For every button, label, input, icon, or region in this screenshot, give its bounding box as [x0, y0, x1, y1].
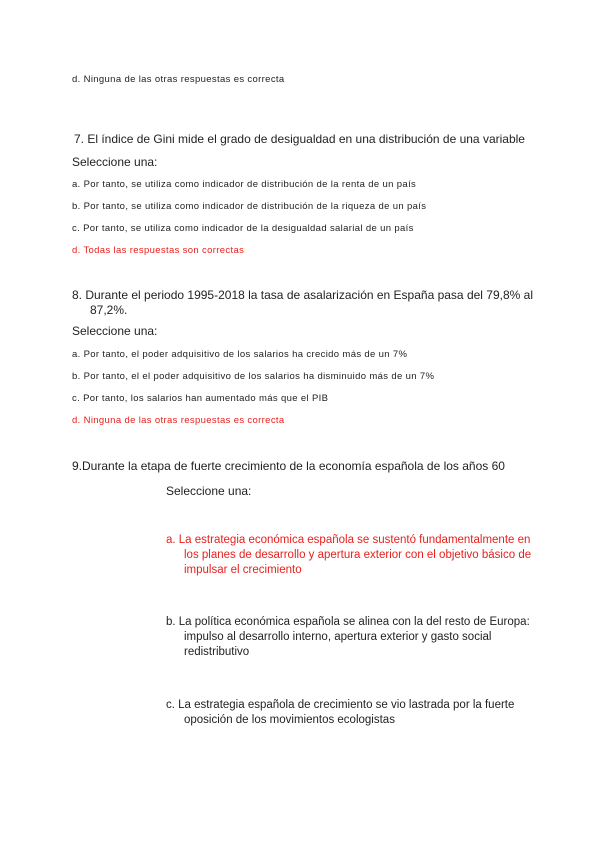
question-7-option-a: a. Por tanto, se utiliza como indicador de distribución de la renta de un país	[72, 179, 417, 190]
question-9-option-a-line2: los planes de desarrollo y apertura exterior con el objetivo básico de	[184, 549, 532, 561]
question-9-option-a-line3: impulsar el crecimiento	[184, 564, 302, 576]
question-9-option-b-line1: b. La política económica española se alinea con la del resto de Europa:	[166, 616, 530, 628]
question-9-option-c-line2: oposición de los movimientos ecologistas	[184, 714, 395, 726]
question-9-option-c-line1: c. La estrategia española de crecimiento se vio lastrada por la fuerte	[166, 699, 515, 711]
question-7-select-label: Seleccione una:	[72, 155, 158, 169]
question-8-option-b: b. Por tanto, el el poder adquisitivo de los salarios ha disminuido más de un 7%	[72, 371, 435, 382]
question-8-option-c: c. Por tanto, los salarios han aumentado más que el PIB	[72, 393, 329, 404]
question-9-option-c	[166, 698, 546, 728]
question-8-option-a: a. Por tanto, el poder adquisitivo de los salarios ha crecido más de un 7%	[72, 349, 408, 360]
question-9-option-b	[166, 615, 546, 660]
question-7-prompt: 7. El índice de Gini mide el grado de desigualdad en una distribución de una variable	[74, 132, 525, 146]
question-9-option-b-line3: redistributivo	[184, 646, 250, 658]
question-7-option-b: b. Por tanto, se utiliza como indicador de distribución de la riqueza de un país	[72, 201, 427, 212]
question-7-option-d-correct: d. Todas las respuestas son correctas	[72, 245, 245, 256]
question-8-prompt-line1: 8. Durante el periodo 1995-2018 la tasa de asalarización en España pasa del 79,8% al	[72, 288, 533, 302]
question-8-option-d-correct: d. Ninguna de las otras respuestas es correcta	[72, 415, 285, 426]
question-9-option-b-line2: impulso al desarrollo interno, apertura exterior y gasto social	[184, 631, 492, 643]
question-9-option-a-correct	[166, 533, 546, 578]
question-8-select-label: Seleccione una:	[72, 324, 158, 338]
question-9-option-a-line1: a. La estrategia económica española se sustentó fundamentalmente en	[166, 534, 531, 546]
question-7-option-c: c. Por tanto, se utiliza como indicador de la desigualdad salarial de un país	[72, 223, 414, 234]
question-9-select-label: Seleccione una:	[166, 484, 252, 498]
question-9-prompt: 9.Durante la etapa de fuerte crecimiento de la economía española de los años 60	[72, 459, 505, 473]
question-8-prompt-line2: 87,2%.	[90, 303, 128, 317]
prev-question-option-d: d. Ninguna de las otras respuestas es correcta	[72, 74, 285, 85]
